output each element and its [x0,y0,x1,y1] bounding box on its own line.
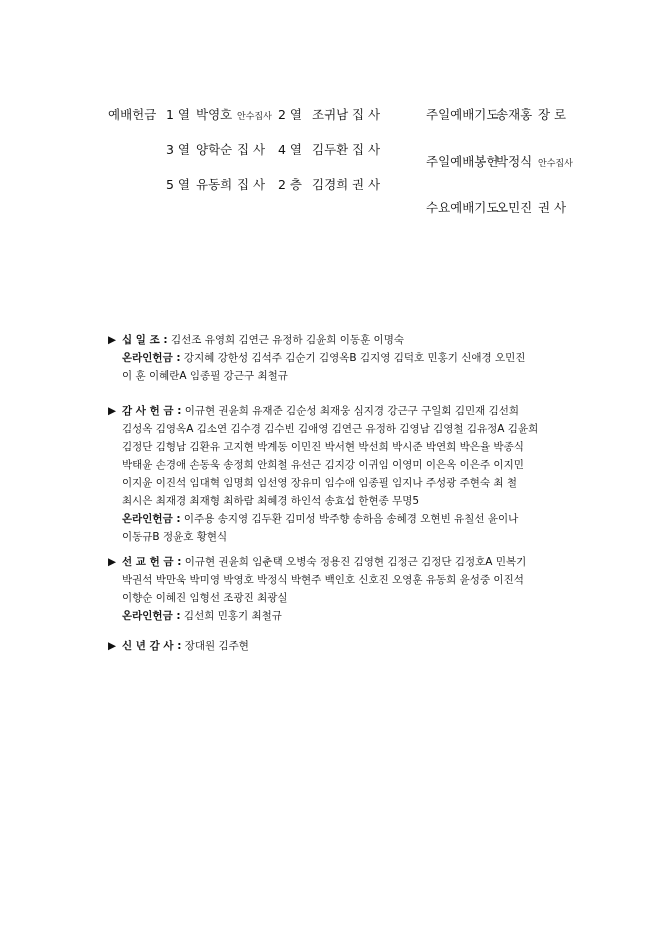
name-list: 김정단 김형남 김환유 고지현 박계동 이민진 박서현 박선희 박시준 박연희 박은율 박종식 [122,441,524,453]
prayer-title: 장 로 [538,107,567,122]
tithe-section [108,331,578,385]
name-list: 이동규B 정윤호 황현식 [122,531,228,543]
newyear-section [108,637,578,655]
row-number: 1 열 [166,107,191,122]
usher-title: 권 사 [352,177,381,192]
section-label: 선 교 헌 금 : [122,556,182,568]
row-number: 3 열 [166,142,191,157]
bullet-icon: ▶ [108,640,117,652]
name-list: 강지혜 강한성 김석주 김순기 김영옥B 김지영 김덕호 민홍기 신애경 오민진 [183,352,526,364]
name-list: 김선희 민홍기 최철규 [183,610,282,622]
bullet-icon: ▶ [108,334,117,346]
usher-name: 조귀남 [312,107,349,122]
name-list: 이주용 송지영 김두환 김미성 박주향 송하음 송혜경 오현빈 유칠선 윤이나 [183,513,519,525]
name-list: 장대원 김주현 [184,640,249,652]
section-label: 온라인헌금 : [122,610,181,622]
section-label: 십 일 조 : [122,334,168,346]
name-list: 이지윤 이진석 임대혁 임명희 임선영 장유미 임수애 임종필 임지나 주성광 주현숙 최 철 [122,477,518,489]
thanksgiving-section [108,402,578,546]
section-label: 온라인헌금 : [122,352,181,364]
name-list: 이향순 이혜진 임형선 조광진 최광실 [122,592,288,604]
prayer-role: 주일예배기도 [426,107,499,122]
prayer-role: 수요예배기도 [426,200,499,215]
name-list: 최시은 최재경 최재형 최하람 최혜경 하인석 송효섭 한현종 무명5 [122,495,420,507]
name-list: 이규현 권윤희 유재준 김순성 최재웅 심지경 강근구 구일회 김민재 김선희 [184,405,520,417]
usher-name: 김경희 [312,177,349,192]
bullet-icon: ▶ [108,405,117,417]
section-label: 감 사 헌 금 : [122,405,182,417]
name-list: 박태윤 손경애 손동욱 송정희 안희철 유선근 김지강 이귀임 이영미 이은옥 이은주 이지민 [122,459,524,471]
name-list: 박권석 박만욱 박미영 박영호 박정식 박현주 백인호 신호진 오영훈 유동희 윤성중 이진석 [122,574,524,586]
prayer-name: 박정식 [496,154,533,169]
name-list: 이규현 권윤희 임춘택 오병숙 정용진 김영현 김정근 김정단 김정호A 민복기 [184,556,527,568]
usher-name: 양학순 [196,142,233,157]
usher-name: 유동희 [196,177,233,192]
name-list: 이 훈 이혜란A 임종필 강근구 최철규 [122,370,288,382]
row-number: 2 열 [278,107,303,122]
section-label: 신 년 감 사 : [122,640,182,652]
mission-section [108,553,578,625]
offering-label: 예배헌금 [108,107,157,122]
name-list: 김성옥 김영옥A 김소연 김수경 김수빈 김애영 김연근 유정하 김영남 김영철 김유정A 김윤희 [122,423,539,435]
usher-title: 집 사 [352,107,381,122]
usher-name: 김두환 [312,142,349,157]
bullet-icon: ▶ [108,556,117,568]
section-label: 온라인헌금 : [122,513,181,525]
prayer-name: 송재홍 [496,107,533,122]
row-number: 2 층 [278,177,303,192]
prayer-name: 오민진 [496,200,533,215]
usher-title: 집 사 [352,142,381,157]
usher-title: 집 사 [237,177,266,192]
name-list: 김선조 유영희 김연근 유정하 김윤희 이동훈 이명숙 [170,334,404,346]
usher-title: 집 사 [237,142,266,157]
usher-name: 박영호 [196,107,233,122]
prayer-role: 주일예배봉헌 [426,154,499,169]
usher-title: 안수집사 [237,112,272,122]
row-number: 5 열 [166,177,191,192]
row-number: 4 열 [278,142,303,157]
prayer-title: 안수집사 [538,159,573,169]
prayer-title: 권 사 [538,200,567,215]
